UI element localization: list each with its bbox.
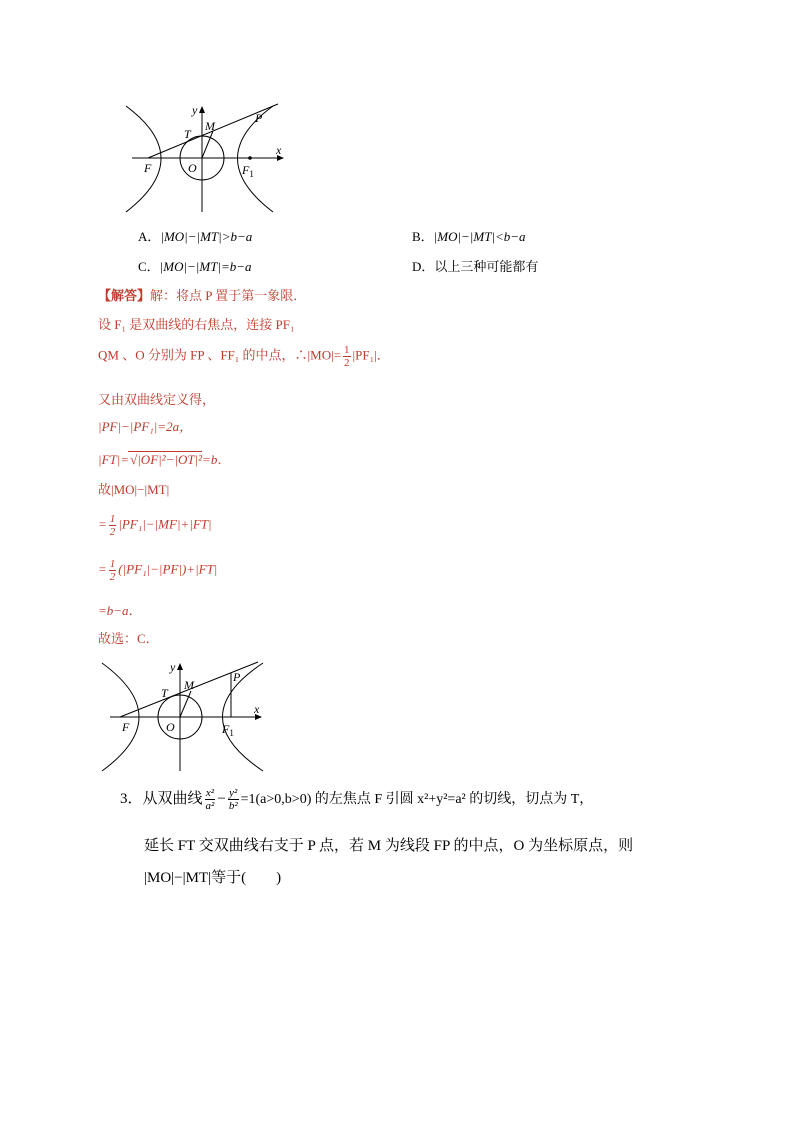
fraction-half [343, 344, 351, 369]
solution-tag: 【解答】 [98, 288, 151, 303]
label-f: F [144, 161, 152, 175]
problem-3-line-3: |MO|−|MT|等于( ) [144, 870, 282, 886]
solution-line-5-b: =b． [202, 452, 231, 467]
fraction-num: 1 [344, 344, 350, 356]
label-m-2: M [184, 678, 194, 692]
solution-answer: 故选：C． [98, 631, 159, 646]
label-x-2: x [254, 702, 260, 716]
option-a[interactable] [138, 226, 252, 245]
solution-line-4: |PF|−|PF₁|=2a， [98, 419, 193, 434]
label-f-2: F [122, 720, 130, 734]
solution-heading [98, 285, 306, 304]
label-m: M [205, 119, 215, 133]
solution-line-5 [98, 449, 230, 468]
solution-line-1: 设 F₁ 是双曲线的右焦点，连接 PF₁ [98, 317, 295, 332]
y-axis-arrow [199, 106, 205, 113]
solution-line-8-a: = [98, 561, 107, 577]
solution-line-2 [98, 344, 390, 369]
option-a-label: A． [138, 229, 161, 244]
problem-3-line-1 [120, 787, 593, 812]
fraction-x2: x² [205, 787, 215, 800]
fraction-a2: a² [205, 800, 215, 813]
label-y-2: y [170, 660, 176, 674]
option-d[interactable] [412, 256, 538, 275]
solution-line-2-a: QM 、O 分别为 FP 、FF₁ 的中点，∴|MO|= [98, 347, 342, 363]
problem-3-line-1-a: 从双曲线 [142, 791, 203, 807]
option-c[interactable] [138, 256, 252, 275]
solution-line-7 [98, 513, 212, 538]
label-f1-2: $F_1$ [222, 722, 234, 738]
y-axis-arrow-2 [177, 663, 183, 670]
solution-line-6: 故|MO|−|MT| [98, 482, 170, 497]
fraction-x2-a2 [205, 787, 216, 812]
focus-f1-point [248, 156, 252, 160]
solution-line-9: =b−a． [98, 603, 142, 618]
solution-line-3: 又由双曲线定义得， [98, 392, 216, 407]
hyperbola-figure-2 [98, 657, 273, 775]
hyperbola-left-branch [126, 106, 161, 212]
problem-3-line-1-b: =1(a>0,b>0) 的左焦点 F 引圆 x²+y²=a² 的切线，切点为 T， [240, 792, 594, 807]
label-t: T [184, 127, 191, 141]
fraction-y2-b2 [228, 787, 239, 812]
fraction-half-3 [109, 558, 117, 583]
option-b[interactable] [412, 226, 526, 245]
fraction-half-2 [109, 513, 117, 538]
option-a-text: |MO|−|MT|>b−a [160, 229, 253, 244]
label-o-2: O [166, 720, 175, 734]
option-d-text: 以上三种可能都有 [434, 259, 539, 274]
label-x: x [276, 143, 282, 157]
option-d-label: D． [412, 259, 435, 274]
option-c-text: |MO|−|MT|=b−a [159, 259, 252, 274]
fraction-den-2: 2 [109, 526, 116, 538]
fraction-num-2: 1 [109, 513, 116, 525]
solution-line-8-b: (|PF₁|−|PF|)+|FT| [118, 561, 218, 577]
option-b-label: B． [412, 229, 434, 244]
fraction-b2: b² [228, 800, 238, 813]
solution-line-5-a: |FT|= [98, 452, 130, 467]
sqrt-content: |OF|²−|OT|² [137, 452, 203, 467]
problem-3-line-2: 延长 FT 交双曲线右支于 P 点，若 M 为线段 FP 的中点，O 为坐标原点，则 [144, 838, 634, 854]
label-f1: $F_1$ [242, 163, 254, 179]
option-c-label: C． [138, 259, 160, 274]
sqrt-expression: √|OF|²−|OT|² [130, 452, 203, 467]
label-p: P [255, 111, 263, 125]
hyperbola-figure-1 [118, 96, 293, 216]
label-t-2: T [161, 686, 168, 700]
option-b-text: |MO|−|MT|<b−a [433, 229, 526, 244]
fraction-y2: y² [229, 787, 238, 800]
label-o: O [188, 161, 197, 175]
solution-line-7-a: = [98, 516, 107, 532]
solution-line-8 [98, 558, 217, 583]
label-p-2: P [233, 670, 241, 684]
fraction-den-3: 2 [109, 571, 116, 583]
solution-intro: 解：将点 P 置于第一象限． [150, 288, 307, 303]
problem-3-minus: − [217, 791, 226, 807]
label-y: y [192, 103, 198, 117]
solution-line-7-b: |PF₁|−|MF|+|FT| [118, 516, 212, 532]
fraction-den: 2 [344, 357, 350, 369]
problem-3-number: 3． [120, 791, 143, 807]
fraction-num-3: 1 [109, 558, 116, 570]
solution-line-2-b: |PF₁|． [352, 347, 390, 363]
